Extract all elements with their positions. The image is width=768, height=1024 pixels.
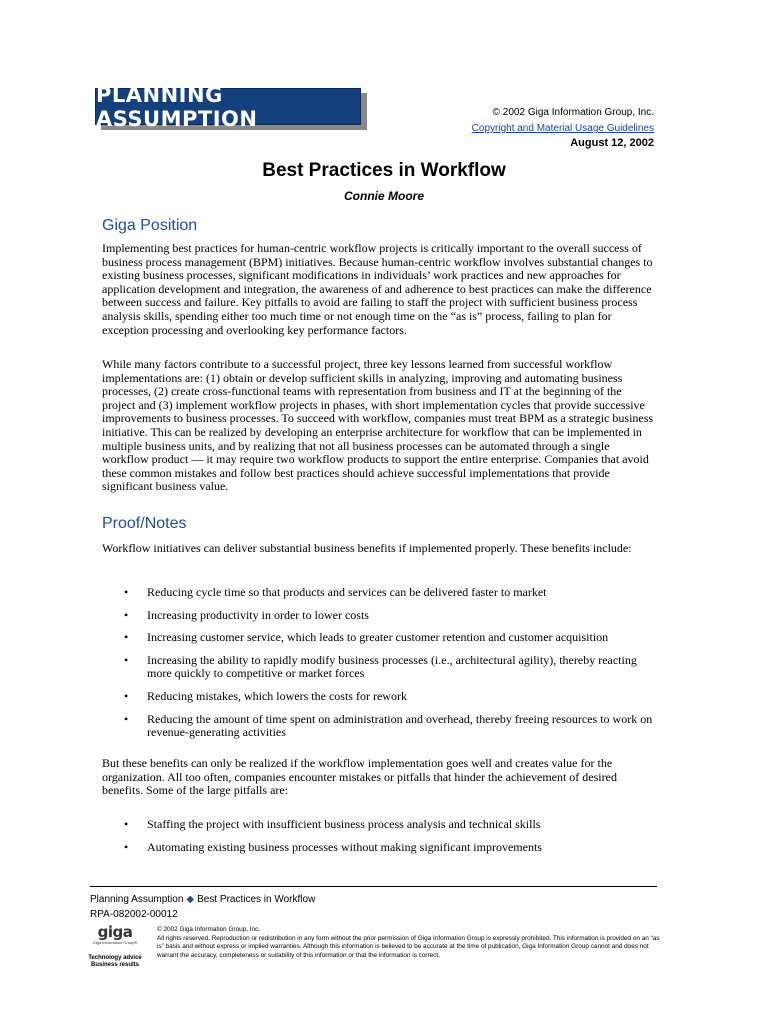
legal-copyright: © 2002 Giga Information Group, Inc. [157, 926, 261, 933]
list-item [102, 654, 654, 681]
list-item-text: Increasing the ability to rapidly modify business processes (i.e., architectural agility), thereby reacting more quickly to competitive or market forces [147, 652, 637, 681]
list-item-text: Reducing the amount of time spent on administration and overhead, thereby freeing resources to work on revenue-generating activities [147, 711, 653, 740]
section-heading-giga-position: Giga Position [102, 217, 198, 234]
list-item-text: Increasing customer service, which leads to greater customer retention and customer acquisition [147, 630, 609, 645]
paragraph-position-1: Implementing best practices for human-centric workflow projects is critically important to the overall success of business process management (BPM) initiatives. Because human-centric workflow involves substantial changes to existing business processes, significant modifications in individuals’ work practices and new approaches for application development and integration, the awareness of and adherence to best practices can make the difference between success and failure. Key pitfalls to avoid are failing to staff the project with sufficient business process analysis skills, spending either too much time or not enough time on the “as is” process, failing to plan for exception processing and overlooking key performance factors. [102, 241, 653, 337]
bullet-icon: • [124, 652, 129, 667]
list-item [102, 690, 654, 704]
list-item-text: Reducing cycle time so that products and services can be delivered faster to market [147, 585, 547, 599]
bullet-icon: • [124, 711, 129, 726]
list-item [102, 713, 654, 740]
list-item [102, 586, 654, 600]
footer-doc-id: RPA-082002-00012 [90, 909, 178, 920]
pitfalls-list [102, 818, 654, 854]
paragraph-benefits-intro: Workflow initiatives can deliver substantial business benefits if implemented properly. These benefits include: [102, 541, 632, 555]
publication-date: August 12, 2002 [570, 137, 654, 149]
bullet-icon: • [124, 688, 129, 703]
bullet-icon: • [124, 607, 129, 622]
footer-doc-title: Best Practices in Workflow [197, 894, 316, 905]
footer-series: Planning Assumption [90, 894, 184, 905]
list-item [102, 609, 654, 623]
header-copyright: © 2002 Giga Information Group, Inc. [492, 107, 654, 118]
bullet-icon: • [124, 839, 129, 854]
legal-disclaimer: All rights reserved. Reproduction or redistribution in any form without the prior permission of Giga Information Group is expressly prohibited. This information is provided on an “as is” basis and without express or implied warranties. Although this information is believed to be accurate at the time of publication, Giga Information Group cannot and does not warrant the accuracy, completeness or suitability of this information or that the information is correct. [157, 934, 660, 959]
copyright-guidelines-link[interactable]: Copyright and Material Usage Guidelines [471, 123, 654, 134]
list-item [102, 631, 654, 645]
section-heading-proof-notes: Proof/Notes [102, 515, 187, 532]
footer-divider [90, 886, 657, 887]
footer-running-title [90, 894, 315, 905]
list-item-text: Staffing the project with insufficient business process analysis and technical skills [147, 817, 541, 831]
logo-text: PLANNING ASSUMPTION [96, 82, 258, 131]
planning-assumption-logo [95, 82, 367, 131]
list-item-text: Increasing productivity in order to lower costs [147, 607, 369, 622]
giga-logo-word: giga [97, 923, 133, 941]
bullet-icon: • [124, 630, 129, 645]
paragraph-position-2: While many factors contribute to a successful project, three key lessons learned from successful workflow implementations are: (1) obtain or develop sufficient skills in analyzing, improving and automating business processes, (2) create cross-functional teams with representation from business and IT at the beginning of the project and (3) implement workflow projects in phases, with short implementation cycles that provide successive improvements to business processes. To succeed with workflow, companies must treat BPM as a strategic business initiative. This can be realized by developing an enterprise architecture for workflow that can be implemented in multiple business units, and by realizing that not all business processes can be automated through a single workflow product — it may require two workflow products to support the entire enterprise. Companies that avoid these common mistakes and follow best practices should achieve successful implementations that provide significant business value. [102, 357, 654, 494]
bullet-icon: • [124, 585, 129, 599]
list-item-text: Reducing mistakes, which lowers the costs for rework [147, 688, 407, 703]
list-item [102, 818, 654, 832]
logo-banner [95, 82, 361, 131]
legal-notice [157, 926, 662, 960]
paragraph-pitfalls-intro: But these benefits can only be realized if the workflow implementation goes well and creates value for the organization. All too often, companies encounter mistakes or pitfalls that hinder the achievement of desired benefits. Some of the large pitfalls are: [102, 756, 617, 798]
list-item [102, 841, 654, 855]
giga-logo-sub: Giga Information Group® [92, 940, 138, 945]
giga-tagline: Technology advice Business results [88, 955, 142, 968]
benefits-list [102, 586, 654, 740]
document-author: Connie Moore [344, 189, 424, 203]
document-title: Best Practices in Workflow [262, 160, 506, 181]
diamond-icon: ◆ [186, 894, 195, 905]
bullet-icon: • [124, 817, 129, 831]
list-item-text: Automating existing business processes without making significant improvements [147, 839, 542, 854]
